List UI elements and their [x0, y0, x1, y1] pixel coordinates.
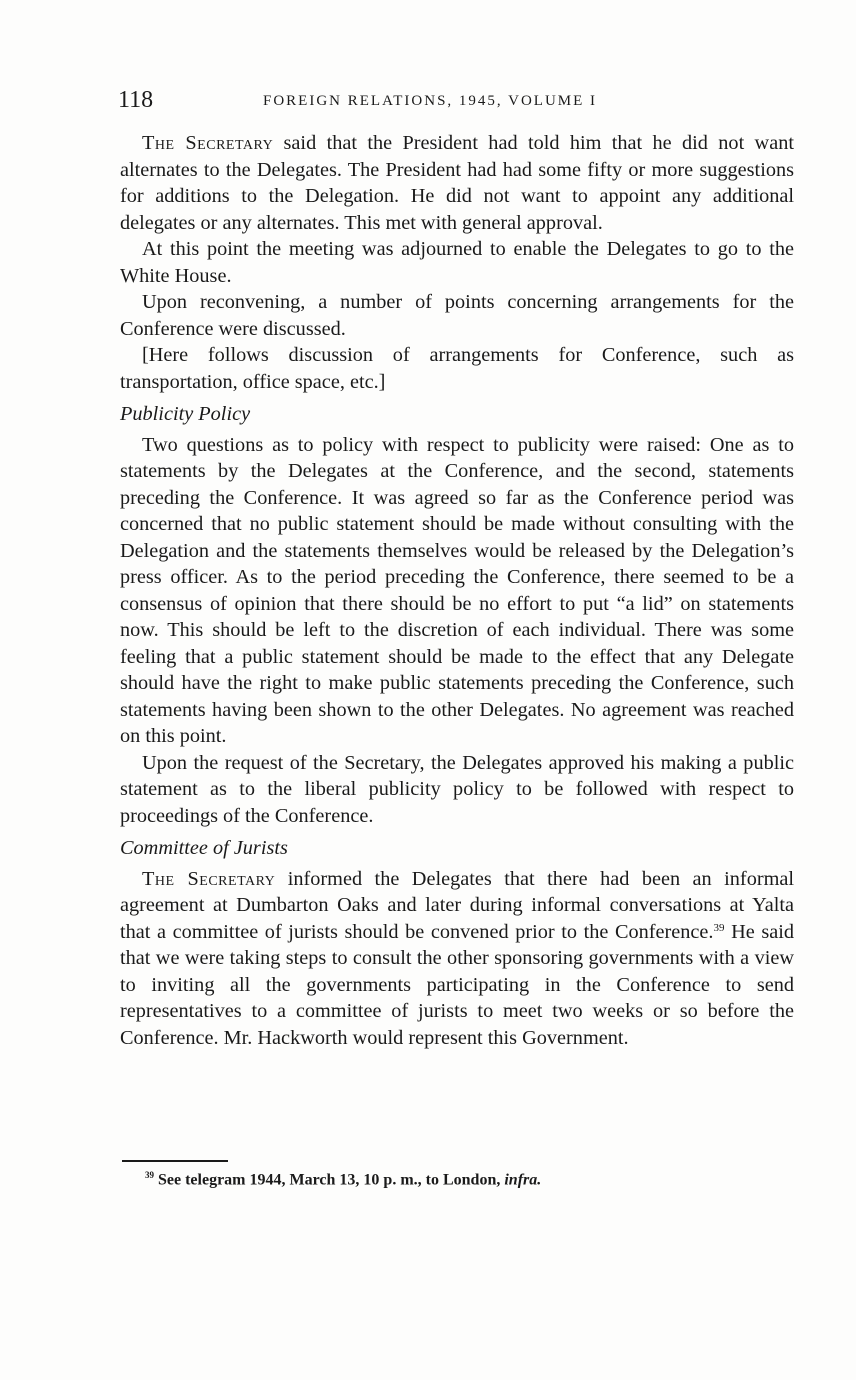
footnote-marker: 39 — [145, 1170, 154, 1180]
paragraph: Upon the request of the Secretary, the Delegates approved his making a public statement as to the liberal publicity policy to be followed with respect to proceedings of the Conference. — [120, 751, 794, 827]
footnote-reference[interactable]: 39 — [713, 921, 725, 934]
footnote — [145, 1170, 541, 1189]
paragraph: Two questions as to policy with respect to publicity were raised: One as to statements by the Delegates at the Conference, and the second, statements preceding the Conference. It was agreed so far as the Conference period was concerned that no public statement should be made without consulting with the Delegation and the statements themselves would be released by the Delegation’s press officer. As to the period preceding the Conference, there seemed to be a consensus of opinion that there should be no effort to put “a lid” on statements now. This should be left to the discretion of each individual. There was some feeling that a public statement should be made to the effect that any Delegate should have the right to make public statements preceding the Conference, such statements having been shown to the other Delegates. No agreement was reached on this point. — [120, 433, 794, 747]
section-heading: Committee of Jurists — [120, 837, 288, 859]
body-text — [120, 130, 794, 1051]
footnote-text: See telegram 1944, March 13, 10 p. m., to London, — [154, 1171, 505, 1189]
page-header — [118, 87, 798, 117]
section-heading: Publicity Policy — [120, 403, 251, 425]
paragraph-text: He said that we were taking steps to consult the other sponsoring governments with a view to inviting all the governments participating in the Conference to send representatives to a committee of jurists to meet two weeks or so before the Conference. Mr. Hackworth would represent this Government. — [120, 920, 794, 1049]
paragraph — [120, 866, 794, 1052]
footnote-divider — [122, 1160, 228, 1162]
running-head: FOREIGN RELATIONS, 1945, VOLUME I — [263, 93, 598, 109]
paragraph — [120, 130, 794, 236]
speaker-name: The Secretary — [142, 867, 276, 890]
paragraph: Upon reconvening, a number of points concerning arrangements for the Conference were discussed. — [120, 291, 794, 340]
paragraph: [Here follows discussion of arrangements for Conference, such as transportation, office space, etc.] — [120, 344, 794, 393]
paragraph-text: informed the Delegates that there had been an informal agreement at Dumbarton Oaks and later during informal conversations at Yalta that a committee of jurists should be convened prior to the Conference. — [120, 867, 794, 943]
paragraph-text: said that the President had told him that he did not want alternates to the Delegates. The President had had some fifty or more suggestions for additions to the Delegation. He did not want to appoint any additional delegates or any alternates. This met with general approval. — [120, 132, 794, 234]
footnote-ref-text: infra. — [504, 1171, 542, 1189]
speaker-name: The Secretary — [142, 132, 274, 154]
page-number: 118 — [118, 87, 154, 113]
paragraph: At this point the meeting was adjourned to enable the Delegates to go to the White House. — [120, 238, 794, 287]
